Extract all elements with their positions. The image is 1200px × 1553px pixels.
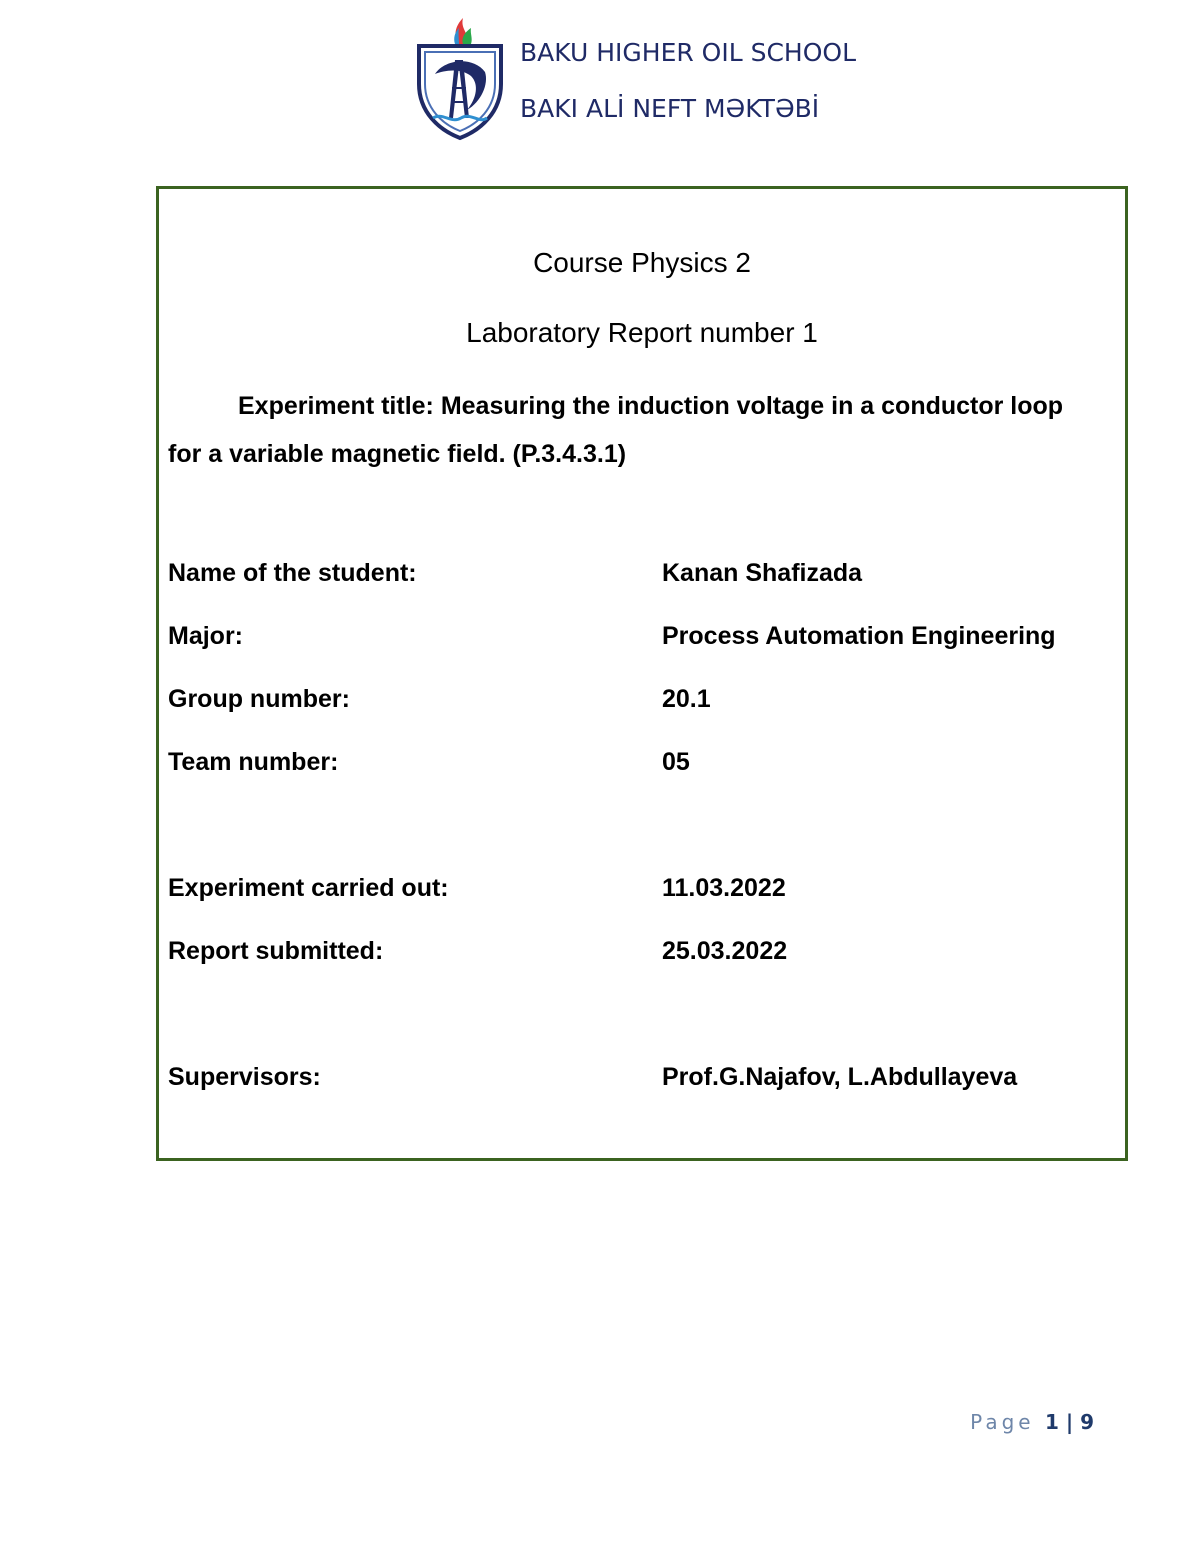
student-name-row	[168, 559, 1118, 593]
major-label: Major:	[168, 622, 243, 650]
major-row	[168, 622, 1118, 656]
page-footer	[970, 1410, 1094, 1434]
experiment-date-row	[168, 874, 1118, 908]
supervisors-value: Prof.G.Najafov, L.Abdullayeva	[662, 1063, 1018, 1091]
submission-date-value: 25.03.2022	[662, 937, 788, 965]
cover-frame	[156, 186, 1128, 1161]
supervisors-row	[168, 1063, 1118, 1097]
team-number-value: 05	[662, 748, 690, 776]
team-number-label: Team number:	[168, 748, 339, 776]
page-number: 1 | 9	[1044, 1410, 1094, 1434]
group-number-value: 20.1	[662, 685, 711, 713]
group-number-label: Group number:	[168, 685, 350, 713]
document-header	[415, 14, 875, 144]
experiment-date-label: Experiment carried out:	[168, 874, 449, 902]
team-number-row	[168, 748, 1118, 782]
lab-report-title: Laboratory Report number 1	[466, 317, 818, 348]
experiment-date-value: 11.03.2022	[662, 874, 786, 902]
group-number-row	[168, 685, 1118, 719]
supervisors-label: Supervisors:	[168, 1063, 321, 1091]
submission-date-row	[168, 937, 1118, 971]
school-name-english: BAKU HIGHER OIL SCHOOL	[520, 38, 857, 67]
major-value: Process Automation Engineering	[662, 622, 1056, 650]
student-name-value: Kanan Shafizada	[662, 559, 863, 587]
baku-higher-oil-school-crest-icon	[415, 14, 505, 142]
course-title: Course Physics 2	[533, 247, 751, 278]
school-name-azerbaijani: BAKI ALİ NEFT MƏKTƏBİ	[520, 94, 820, 123]
experiment-title: Experiment title: Measuring the induction voltage in a conductor loop for a variable magnetic field. (P.3.4.3.1)	[168, 392, 1064, 468]
submission-date-label: Report submitted:	[168, 937, 384, 965]
student-name-label: Name of the student:	[168, 559, 417, 587]
page-word: Page	[970, 1410, 1035, 1434]
